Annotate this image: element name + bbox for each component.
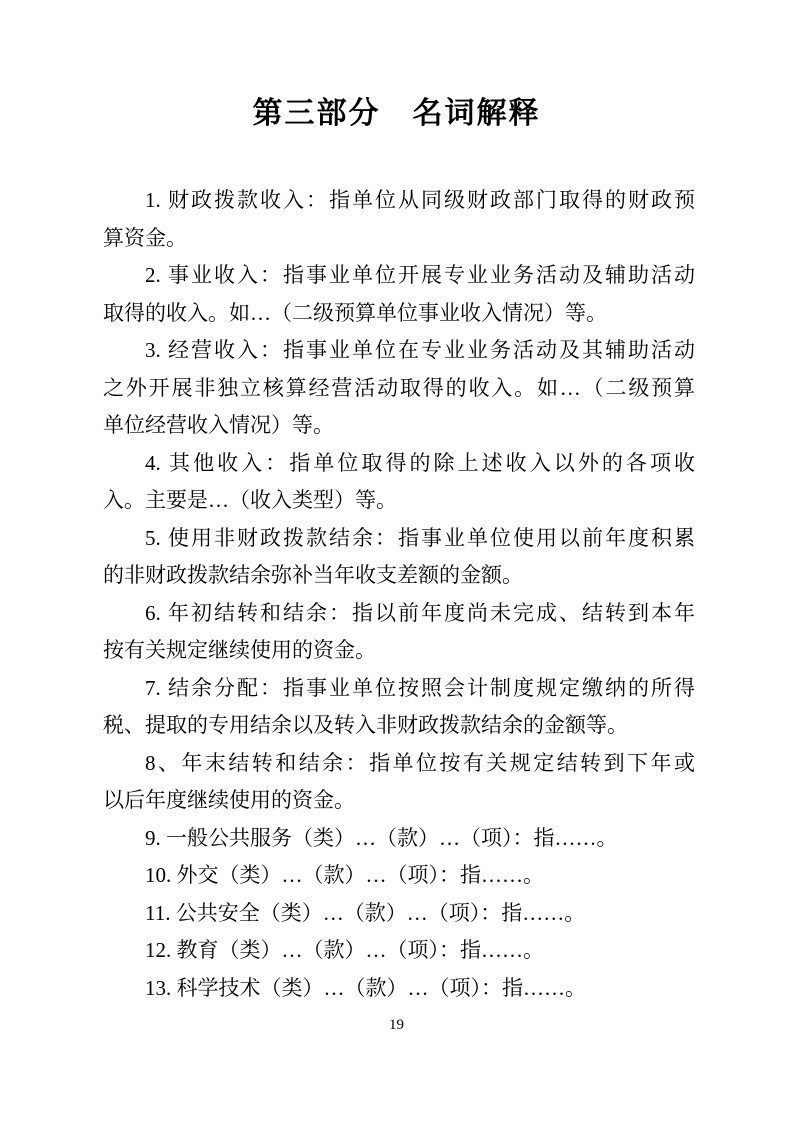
paragraph-line: 4. 其他收入：指单位取得的除上述收入以外的各项收	[145, 450, 695, 475]
definition-paragraph	[103, 820, 695, 858]
definition-paragraph	[103, 857, 695, 895]
definition-paragraph	[103, 182, 695, 257]
paragraph-line: 1. 财政拨款收入：指单位从同级财政部门取得的财政预	[145, 188, 695, 212]
definition-paragraph	[103, 445, 695, 520]
paragraph-line: 13. 科学技术（类）…（款）…（项）：指……。	[145, 975, 586, 1000]
paragraph-line: 3. 经营收入：指事业单位在专业业务活动及其辅助活动	[145, 338, 695, 362]
paragraph-line: 9. 一般公共服务（类）…（款）…（项）：指……。	[145, 825, 618, 850]
paragraph-line: 按有关规定继续使用的资金。	[103, 638, 376, 662]
paragraph-line: 6. 年初结转和结余：指以前年度尚未完成、结转到本年	[145, 600, 695, 625]
definition-paragraph	[103, 970, 695, 1008]
paragraph-line: 5. 使用非财政拨款结余：指事业单位使用以前年度积累	[145, 525, 695, 550]
paragraph-line: 7. 结余分配：指事业单位按照会计制度规定缴纳的所得	[145, 675, 695, 700]
paragraph-line: 算资金。	[103, 225, 187, 250]
paragraph-line: 取得的收入。如…（二级预算单位事业收入情况）等。	[103, 300, 607, 325]
page-number: 19	[389, 1017, 404, 1033]
page-title: 第三部分 名词解释	[252, 97, 541, 130]
body-text	[103, 182, 695, 1007]
definition-paragraph	[103, 520, 695, 595]
paragraph-line: 2. 事业收入：指事业单位开展专业业务活动及辅助活动	[145, 263, 695, 287]
definition-paragraph	[103, 745, 695, 820]
paragraph-line: 的非财政拨款结余弥补当年收支差额的金额。	[103, 563, 523, 587]
definition-paragraph	[103, 257, 695, 332]
paragraph-line: 入。主要是…（收入类型）等。	[103, 488, 397, 512]
paragraph-line: 税、提取的专用结余以及转入非财政拨款结余的金额等。	[103, 713, 628, 737]
paragraph-line: 之外开展非独立核算经营活动取得的收入。如…（二级预算	[103, 375, 695, 400]
paragraph-line: 单位经营收入情况）等。	[103, 413, 334, 437]
paragraph-line: 11. 公共安全（类）…（款）…（项）：指……。	[145, 900, 586, 925]
definition-paragraph	[103, 670, 695, 745]
paragraph-line: 10. 外交（类）…（款）…（项）：指……。	[145, 863, 544, 887]
paragraph-line: 12. 教育（类）…（款）…（项）：指……。	[145, 938, 544, 962]
paragraph-line: 8、年末结转和结余：指单位按有关规定结转到下年或	[145, 750, 695, 775]
definition-paragraph	[103, 895, 695, 933]
definition-paragraph	[103, 332, 695, 445]
paragraph-line: 以后年度继续使用的资金。	[103, 788, 355, 812]
definition-paragraph	[103, 932, 695, 970]
definition-paragraph	[103, 595, 695, 670]
